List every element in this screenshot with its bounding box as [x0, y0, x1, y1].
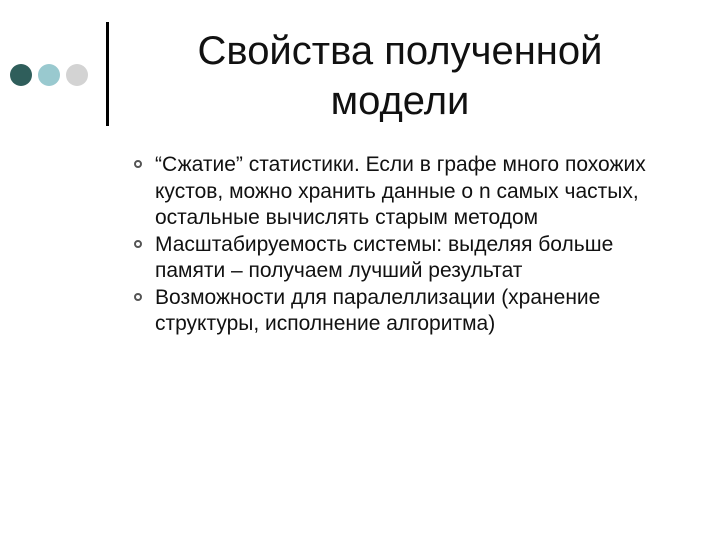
- dot-gray-icon: [66, 64, 88, 86]
- title-line-1: Свойства полученной: [197, 29, 603, 73]
- bullet-list: [134, 152, 674, 338]
- dot-dark-teal-icon: [10, 64, 32, 86]
- bullet-text: Возможности для паралеллизации (хранение структуры, исполнение алгоритма): [155, 285, 601, 335]
- ring-bullet-icon: [134, 293, 142, 301]
- ring-bullet-icon: [134, 240, 142, 248]
- bullet-text: Масштабируемость системы: выделяя больше памяти – получаем лучший результат: [155, 232, 614, 282]
- bullet-item-parallelization: [134, 285, 674, 338]
- bullet-item-compression: [134, 152, 674, 232]
- title-line-2: модели: [330, 79, 470, 123]
- vertical-divider: [106, 22, 109, 126]
- slide-title: [140, 26, 660, 126]
- bullet-item-scalability: [134, 232, 674, 285]
- decorative-dots: [10, 64, 100, 88]
- ring-bullet-icon: [134, 160, 142, 168]
- bullet-text: “Сжатие” статистики. Если в графе много похожих кустов, можно хранить данные о n самых частых, остальные вычислять старым методом: [155, 153, 646, 229]
- dot-light-teal-icon: [38, 64, 60, 86]
